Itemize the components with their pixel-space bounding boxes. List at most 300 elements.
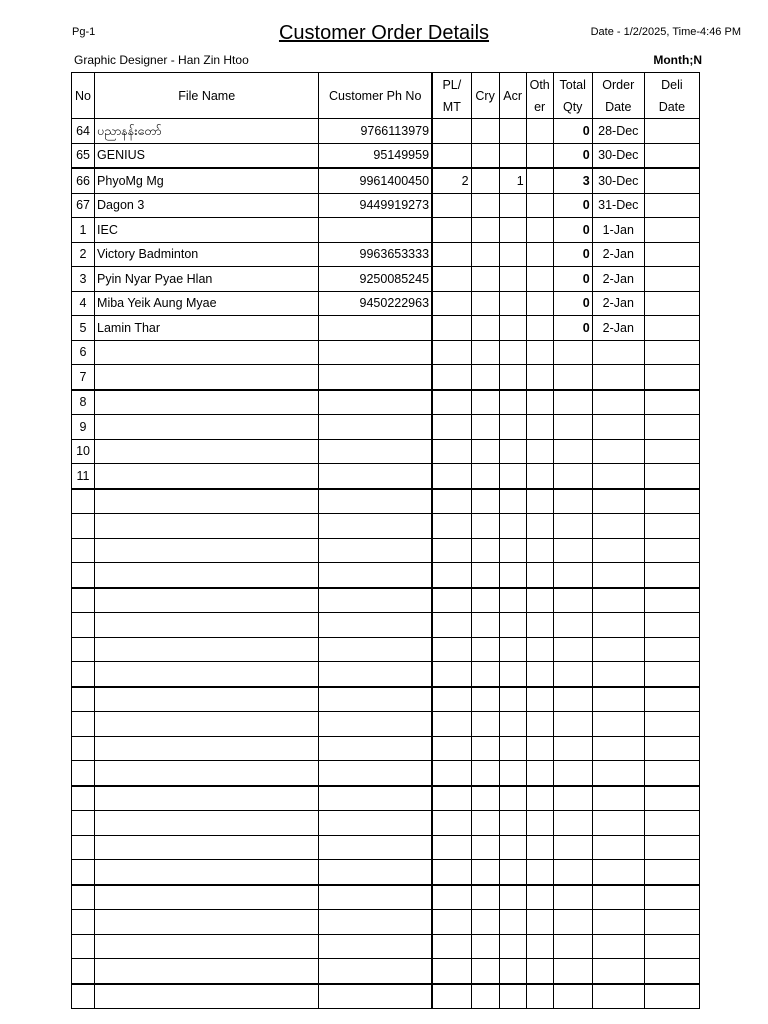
row-number[interactable] — [72, 736, 95, 761]
pl-mt-cell[interactable] — [432, 538, 471, 563]
order-date-cell[interactable] — [592, 959, 644, 984]
total-qty-cell[interactable] — [553, 959, 592, 984]
other-cell[interactable] — [526, 736, 553, 761]
pl-mt-cell[interactable] — [432, 514, 471, 539]
other-cell[interactable] — [526, 242, 553, 267]
pl-mt-cell[interactable] — [432, 662, 471, 687]
acr-cell[interactable] — [499, 811, 526, 836]
cry-cell[interactable] — [471, 811, 499, 836]
total-qty-cell[interactable] — [553, 439, 592, 464]
total-qty-cell[interactable]: 0 — [553, 143, 592, 168]
row-number[interactable]: 10 — [72, 439, 95, 464]
deli-date-cell[interactable] — [644, 786, 699, 811]
phone-cell[interactable]: 9250085245 — [319, 267, 432, 292]
other-cell[interactable] — [526, 489, 553, 514]
total-qty-cell[interactable] — [553, 934, 592, 959]
file-name-cell[interactable] — [95, 835, 319, 860]
row-number[interactable] — [72, 786, 95, 811]
row-number[interactable] — [72, 489, 95, 514]
cry-cell[interactable] — [471, 835, 499, 860]
order-date-cell[interactable]: 2-Jan — [592, 267, 644, 292]
phone-cell[interactable]: 95149959 — [319, 143, 432, 168]
pl-mt-cell[interactable] — [432, 464, 471, 489]
file-name-cell[interactable]: ပညာနန်းတော် — [95, 119, 319, 144]
cry-cell[interactable] — [471, 291, 499, 316]
row-number[interactable]: 11 — [72, 464, 95, 489]
pl-mt-cell[interactable] — [432, 588, 471, 613]
total-qty-cell[interactable]: 0 — [553, 119, 592, 144]
row-number[interactable]: 5 — [72, 316, 95, 341]
total-qty-cell[interactable]: 0 — [553, 218, 592, 243]
file-name-cell[interactable] — [95, 761, 319, 786]
acr-cell[interactable] — [499, 885, 526, 910]
total-qty-cell[interactable] — [553, 489, 592, 514]
total-qty-cell[interactable] — [553, 390, 592, 415]
order-date-cell[interactable] — [592, 464, 644, 489]
row-number[interactable] — [72, 662, 95, 687]
deli-date-cell[interactable] — [644, 415, 699, 440]
row-number[interactable] — [72, 563, 95, 588]
row-number[interactable] — [72, 835, 95, 860]
phone-cell[interactable] — [319, 390, 432, 415]
phone-cell[interactable] — [319, 316, 432, 341]
pl-mt-cell[interactable] — [432, 835, 471, 860]
deli-date-cell[interactable] — [644, 464, 699, 489]
other-cell[interactable] — [526, 934, 553, 959]
row-number[interactable] — [72, 959, 95, 984]
total-qty-cell[interactable]: 0 — [553, 193, 592, 218]
file-name-cell[interactable] — [95, 736, 319, 761]
other-cell[interactable] — [526, 563, 553, 588]
row-number[interactable] — [72, 687, 95, 712]
deli-date-cell[interactable] — [644, 613, 699, 638]
order-date-cell[interactable]: 1-Jan — [592, 218, 644, 243]
deli-date-cell[interactable] — [644, 168, 699, 193]
row-number[interactable]: 1 — [72, 218, 95, 243]
file-name-cell[interactable]: IEC — [95, 218, 319, 243]
file-name-cell[interactable] — [95, 934, 319, 959]
other-cell[interactable] — [526, 267, 553, 292]
order-date-cell[interactable] — [592, 786, 644, 811]
acr-cell[interactable] — [499, 119, 526, 144]
deli-date-cell[interactable] — [644, 860, 699, 885]
cry-cell[interactable] — [471, 365, 499, 390]
deli-date-cell[interactable] — [644, 365, 699, 390]
order-date-cell[interactable] — [592, 588, 644, 613]
acr-cell[interactable] — [499, 712, 526, 737]
row-number[interactable] — [72, 613, 95, 638]
file-name-cell[interactable] — [95, 613, 319, 638]
deli-date-cell[interactable] — [644, 811, 699, 836]
acr-cell[interactable] — [499, 563, 526, 588]
row-number[interactable] — [72, 514, 95, 539]
file-name-cell[interactable] — [95, 662, 319, 687]
acr-cell[interactable] — [499, 316, 526, 341]
order-date-cell[interactable] — [592, 415, 644, 440]
file-name-cell[interactable] — [95, 415, 319, 440]
total-qty-cell[interactable] — [553, 811, 592, 836]
deli-date-cell[interactable] — [644, 538, 699, 563]
total-qty-cell[interactable] — [553, 340, 592, 365]
acr-cell[interactable] — [499, 365, 526, 390]
acr-cell[interactable] — [499, 538, 526, 563]
deli-date-cell[interactable] — [644, 712, 699, 737]
other-cell[interactable] — [526, 835, 553, 860]
cry-cell[interactable] — [471, 687, 499, 712]
deli-date-cell[interactable] — [644, 885, 699, 910]
file-name-cell[interactable] — [95, 687, 319, 712]
deli-date-cell[interactable] — [644, 637, 699, 662]
acr-cell[interactable] — [499, 242, 526, 267]
pl-mt-cell[interactable] — [432, 736, 471, 761]
total-qty-cell[interactable] — [553, 984, 592, 1009]
file-name-cell[interactable]: Pyin Nyar Pyae Hlan — [95, 267, 319, 292]
phone-cell[interactable] — [319, 761, 432, 786]
cry-cell[interactable] — [471, 712, 499, 737]
order-date-cell[interactable] — [592, 489, 644, 514]
order-date-cell[interactable] — [592, 538, 644, 563]
row-number[interactable] — [72, 885, 95, 910]
order-date-cell[interactable]: 30-Dec — [592, 168, 644, 193]
order-date-cell[interactable] — [592, 563, 644, 588]
pl-mt-cell[interactable] — [432, 365, 471, 390]
cry-cell[interactable] — [471, 959, 499, 984]
pl-mt-cell[interactable] — [432, 761, 471, 786]
pl-mt-cell[interactable] — [432, 910, 471, 935]
file-name-cell[interactable]: PhyoMg Mg — [95, 168, 319, 193]
pl-mt-cell[interactable] — [432, 143, 471, 168]
total-qty-cell[interactable] — [553, 761, 592, 786]
phone-cell[interactable] — [319, 860, 432, 885]
phone-cell[interactable] — [319, 712, 432, 737]
other-cell[interactable] — [526, 340, 553, 365]
row-number[interactable]: 64 — [72, 119, 95, 144]
pl-mt-cell[interactable] — [432, 885, 471, 910]
cry-cell[interactable] — [471, 613, 499, 638]
phone-cell[interactable] — [319, 489, 432, 514]
pl-mt-cell[interactable] — [432, 439, 471, 464]
row-number[interactable]: 66 — [72, 168, 95, 193]
phone-cell[interactable] — [319, 340, 432, 365]
order-date-cell[interactable] — [592, 687, 644, 712]
row-number[interactable] — [72, 934, 95, 959]
acr-cell[interactable] — [499, 786, 526, 811]
row-number[interactable]: 4 — [72, 291, 95, 316]
order-date-cell[interactable] — [592, 885, 644, 910]
pl-mt-cell[interactable] — [432, 712, 471, 737]
order-date-cell[interactable] — [592, 365, 644, 390]
other-cell[interactable] — [526, 885, 553, 910]
other-cell[interactable] — [526, 786, 553, 811]
acr-cell[interactable] — [499, 736, 526, 761]
other-cell[interactable] — [526, 959, 553, 984]
phone-cell[interactable] — [319, 415, 432, 440]
total-qty-cell[interactable]: 0 — [553, 242, 592, 267]
other-cell[interactable] — [526, 365, 553, 390]
phone-cell[interactable] — [319, 959, 432, 984]
file-name-cell[interactable]: Miba Yeik Aung Myae — [95, 291, 319, 316]
deli-date-cell[interactable] — [644, 340, 699, 365]
cry-cell[interactable] — [471, 340, 499, 365]
total-qty-cell[interactable] — [553, 885, 592, 910]
order-date-cell[interactable]: 2-Jan — [592, 316, 644, 341]
total-qty-cell[interactable] — [553, 786, 592, 811]
deli-date-cell[interactable] — [644, 910, 699, 935]
pl-mt-cell[interactable] — [432, 119, 471, 144]
row-number[interactable]: 65 — [72, 143, 95, 168]
phone-cell[interactable]: 9449919273 — [319, 193, 432, 218]
order-date-cell[interactable]: 28-Dec — [592, 119, 644, 144]
deli-date-cell[interactable] — [644, 291, 699, 316]
total-qty-cell[interactable] — [553, 538, 592, 563]
acr-cell[interactable] — [499, 588, 526, 613]
acr-cell[interactable] — [499, 959, 526, 984]
pl-mt-cell[interactable] — [432, 193, 471, 218]
other-cell[interactable] — [526, 291, 553, 316]
cry-cell[interactable] — [471, 860, 499, 885]
phone-cell[interactable] — [319, 885, 432, 910]
deli-date-cell[interactable] — [644, 489, 699, 514]
order-date-cell[interactable] — [592, 984, 644, 1009]
file-name-cell[interactable] — [95, 637, 319, 662]
order-date-cell[interactable] — [592, 390, 644, 415]
phone-cell[interactable] — [319, 464, 432, 489]
total-qty-cell[interactable] — [553, 613, 592, 638]
total-qty-cell[interactable] — [553, 736, 592, 761]
phone-cell[interactable]: 9450222963 — [319, 291, 432, 316]
cry-cell[interactable] — [471, 464, 499, 489]
total-qty-cell[interactable] — [553, 365, 592, 390]
pl-mt-cell[interactable] — [432, 811, 471, 836]
phone-cell[interactable] — [319, 662, 432, 687]
acr-cell[interactable] — [499, 910, 526, 935]
cry-cell[interactable] — [471, 193, 499, 218]
file-name-cell[interactable] — [95, 538, 319, 563]
cry-cell[interactable] — [471, 637, 499, 662]
cry-cell[interactable] — [471, 538, 499, 563]
acr-cell[interactable] — [499, 489, 526, 514]
acr-cell[interactable] — [499, 835, 526, 860]
file-name-cell[interactable] — [95, 984, 319, 1009]
row-number[interactable] — [72, 984, 95, 1009]
phone-cell[interactable] — [319, 811, 432, 836]
acr-cell[interactable] — [499, 613, 526, 638]
deli-date-cell[interactable] — [644, 761, 699, 786]
file-name-cell[interactable] — [95, 885, 319, 910]
pl-mt-cell[interactable]: 2 — [432, 168, 471, 193]
cry-cell[interactable] — [471, 514, 499, 539]
deli-date-cell[interactable] — [644, 662, 699, 687]
other-cell[interactable] — [526, 811, 553, 836]
deli-date-cell[interactable] — [644, 316, 699, 341]
other-cell[interactable] — [526, 984, 553, 1009]
file-name-cell[interactable] — [95, 811, 319, 836]
file-name-cell[interactable] — [95, 464, 319, 489]
cry-cell[interactable] — [471, 242, 499, 267]
file-name-cell[interactable]: Victory Badminton — [95, 242, 319, 267]
order-date-cell[interactable]: 2-Jan — [592, 291, 644, 316]
deli-date-cell[interactable] — [644, 390, 699, 415]
row-number[interactable] — [72, 637, 95, 662]
cry-cell[interactable] — [471, 662, 499, 687]
order-date-cell[interactable] — [592, 910, 644, 935]
pl-mt-cell[interactable] — [432, 860, 471, 885]
acr-cell[interactable] — [499, 637, 526, 662]
acr-cell[interactable] — [499, 514, 526, 539]
deli-date-cell[interactable] — [644, 439, 699, 464]
pl-mt-cell[interactable] — [432, 786, 471, 811]
total-qty-cell[interactable]: 3 — [553, 168, 592, 193]
file-name-cell[interactable]: Dagon 3 — [95, 193, 319, 218]
deli-date-cell[interactable] — [644, 687, 699, 712]
other-cell[interactable] — [526, 662, 553, 687]
total-qty-cell[interactable] — [553, 464, 592, 489]
phone-cell[interactable] — [319, 439, 432, 464]
order-date-cell[interactable] — [592, 637, 644, 662]
pl-mt-cell[interactable] — [432, 415, 471, 440]
phone-cell[interactable] — [319, 910, 432, 935]
other-cell[interactable] — [526, 514, 553, 539]
cry-cell[interactable] — [471, 489, 499, 514]
row-number[interactable] — [72, 811, 95, 836]
total-qty-cell[interactable]: 0 — [553, 316, 592, 341]
cry-cell[interactable] — [471, 390, 499, 415]
file-name-cell[interactable] — [95, 365, 319, 390]
cry-cell[interactable] — [471, 143, 499, 168]
deli-date-cell[interactable] — [644, 143, 699, 168]
order-date-cell[interactable] — [592, 736, 644, 761]
order-date-cell[interactable] — [592, 934, 644, 959]
phone-cell[interactable] — [319, 588, 432, 613]
cry-cell[interactable] — [471, 415, 499, 440]
total-qty-cell[interactable] — [553, 662, 592, 687]
pl-mt-cell[interactable] — [432, 984, 471, 1009]
other-cell[interactable] — [526, 613, 553, 638]
row-number[interactable]: 8 — [72, 390, 95, 415]
phone-cell[interactable]: 9961400450 — [319, 168, 432, 193]
file-name-cell[interactable] — [95, 910, 319, 935]
order-date-cell[interactable] — [592, 835, 644, 860]
other-cell[interactable] — [526, 218, 553, 243]
deli-date-cell[interactable] — [644, 242, 699, 267]
phone-cell[interactable] — [319, 563, 432, 588]
acr-cell[interactable] — [499, 662, 526, 687]
order-date-cell[interactable] — [592, 662, 644, 687]
total-qty-cell[interactable] — [553, 910, 592, 935]
cry-cell[interactable] — [471, 736, 499, 761]
pl-mt-cell[interactable] — [432, 390, 471, 415]
other-cell[interactable] — [526, 637, 553, 662]
total-qty-cell[interactable] — [553, 415, 592, 440]
deli-date-cell[interactable] — [644, 563, 699, 588]
row-number[interactable] — [72, 538, 95, 563]
order-date-cell[interactable]: 2-Jan — [592, 242, 644, 267]
file-name-cell[interactable] — [95, 959, 319, 984]
phone-cell[interactable] — [319, 984, 432, 1009]
deli-date-cell[interactable] — [644, 514, 699, 539]
pl-mt-cell[interactable] — [432, 218, 471, 243]
order-date-cell[interactable] — [592, 761, 644, 786]
acr-cell[interactable] — [499, 439, 526, 464]
deli-date-cell[interactable] — [644, 119, 699, 144]
file-name-cell[interactable] — [95, 489, 319, 514]
total-qty-cell[interactable] — [553, 712, 592, 737]
pl-mt-cell[interactable] — [432, 934, 471, 959]
pl-mt-cell[interactable] — [432, 242, 471, 267]
acr-cell[interactable] — [499, 464, 526, 489]
total-qty-cell[interactable] — [553, 588, 592, 613]
file-name-cell[interactable] — [95, 439, 319, 464]
order-date-cell[interactable]: 30-Dec — [592, 143, 644, 168]
phone-cell[interactable] — [319, 218, 432, 243]
row-number[interactable]: 9 — [72, 415, 95, 440]
phone-cell[interactable]: 9963653333 — [319, 242, 432, 267]
acr-cell[interactable] — [499, 415, 526, 440]
order-date-cell[interactable]: 31-Dec — [592, 193, 644, 218]
phone-cell[interactable] — [319, 637, 432, 662]
row-number[interactable] — [72, 860, 95, 885]
acr-cell[interactable] — [499, 687, 526, 712]
cry-cell[interactable] — [471, 168, 499, 193]
row-number[interactable]: 6 — [72, 340, 95, 365]
pl-mt-cell[interactable] — [432, 637, 471, 662]
other-cell[interactable] — [526, 538, 553, 563]
total-qty-cell[interactable] — [553, 835, 592, 860]
other-cell[interactable] — [526, 761, 553, 786]
pl-mt-cell[interactable] — [432, 613, 471, 638]
cry-cell[interactable] — [471, 316, 499, 341]
other-cell[interactable] — [526, 439, 553, 464]
cry-cell[interactable] — [471, 786, 499, 811]
acr-cell[interactable] — [499, 218, 526, 243]
deli-date-cell[interactable] — [644, 984, 699, 1009]
cry-cell[interactable] — [471, 910, 499, 935]
file-name-cell[interactable] — [95, 390, 319, 415]
acr-cell[interactable] — [499, 291, 526, 316]
file-name-cell[interactable] — [95, 563, 319, 588]
phone-cell[interactable] — [319, 786, 432, 811]
total-qty-cell[interactable]: 0 — [553, 267, 592, 292]
acr-cell[interactable] — [499, 860, 526, 885]
pl-mt-cell[interactable] — [432, 267, 471, 292]
file-name-cell[interactable]: Lamin Thar — [95, 316, 319, 341]
deli-date-cell[interactable] — [644, 588, 699, 613]
row-number[interactable]: 2 — [72, 242, 95, 267]
total-qty-cell[interactable] — [553, 514, 592, 539]
file-name-cell[interactable] — [95, 712, 319, 737]
phone-cell[interactable] — [319, 613, 432, 638]
pl-mt-cell[interactable] — [432, 340, 471, 365]
cry-cell[interactable] — [471, 218, 499, 243]
file-name-cell[interactable] — [95, 514, 319, 539]
row-number[interactable]: 7 — [72, 365, 95, 390]
other-cell[interactable] — [526, 910, 553, 935]
row-number[interactable]: 3 — [72, 267, 95, 292]
total-qty-cell[interactable]: 0 — [553, 291, 592, 316]
other-cell[interactable] — [526, 143, 553, 168]
acr-cell[interactable]: 1 — [499, 168, 526, 193]
deli-date-cell[interactable] — [644, 267, 699, 292]
acr-cell[interactable] — [499, 390, 526, 415]
acr-cell[interactable] — [499, 934, 526, 959]
order-date-cell[interactable] — [592, 811, 644, 836]
row-number[interactable] — [72, 712, 95, 737]
pl-mt-cell[interactable] — [432, 563, 471, 588]
row-number[interactable] — [72, 761, 95, 786]
cry-cell[interactable] — [471, 267, 499, 292]
phone-cell[interactable] — [319, 687, 432, 712]
cry-cell[interactable] — [471, 563, 499, 588]
